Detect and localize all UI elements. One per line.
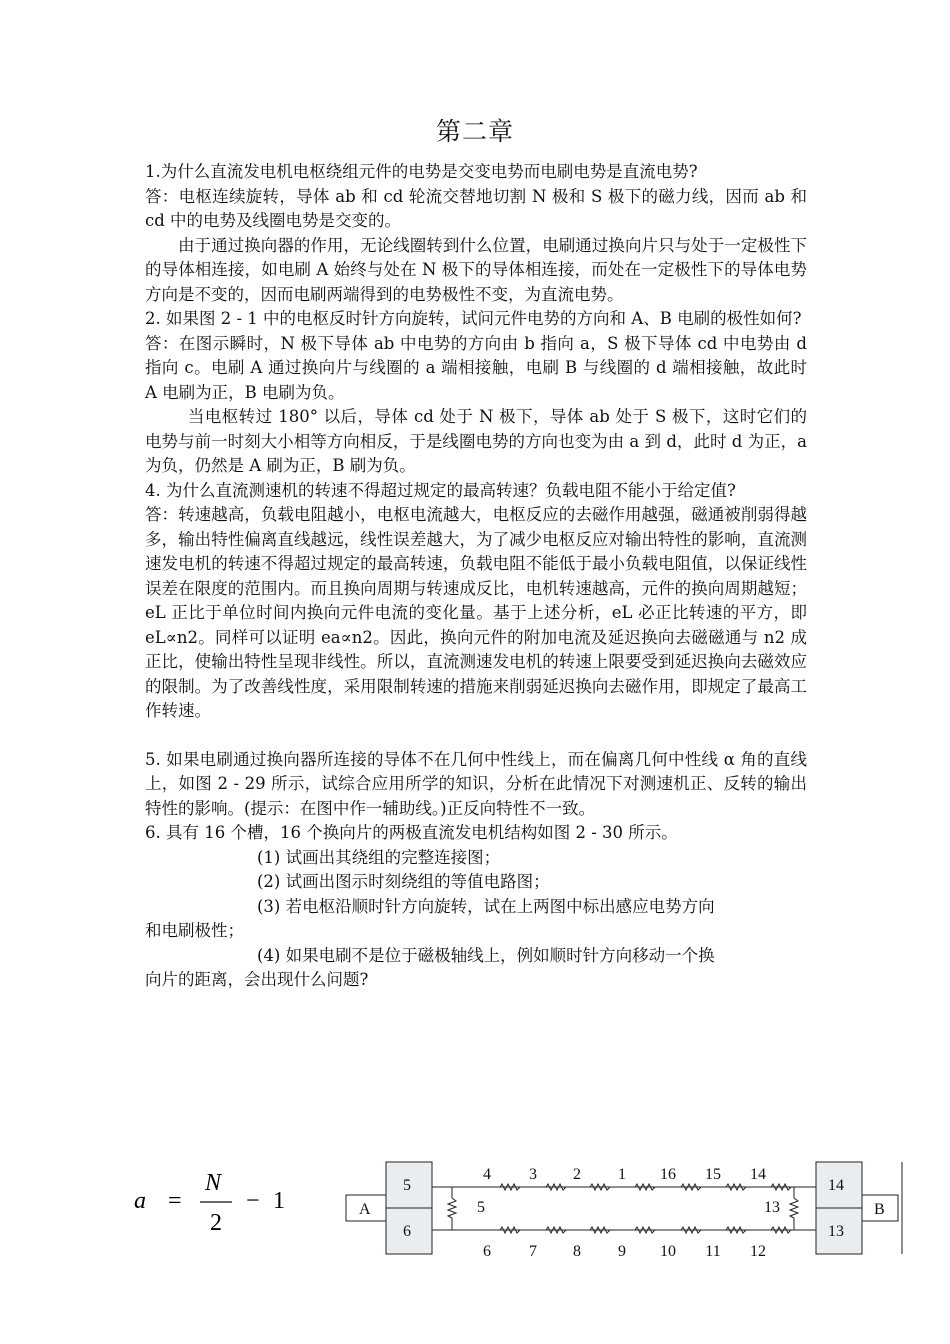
answer-2-part-1: 答：在图示瞬时，N 极下导体 ab 中电势的方向由 b 指向 a，S 极下导体 cd 中电势由 d 指向 c。电刷 A 通过换向片与线圈的 a 端相接触，电刷 B 与线圈的 d 端相接触，故此时 A 电刷为正，B 电刷为负。 xyxy=(145,333,807,402)
question-6-item-3: (3) 若电枢沿顺时针方向旋转，试在上两图中标出感应电势方向 xyxy=(257,896,715,916)
right-top-segment-label: 14 xyxy=(828,1177,844,1194)
right-bottom-segment-label: 13 xyxy=(828,1223,844,1240)
formula-numerator: N xyxy=(205,1170,222,1196)
winding-circuit-diagram xyxy=(340,1158,910,1258)
top-coil-label: 4 xyxy=(483,1166,491,1183)
question-6-item-2: (2) 试画出图示时刻绕组的等值电路图； xyxy=(257,872,550,891)
top-coil-label: 14 xyxy=(750,1166,766,1183)
paragraph-gap xyxy=(145,724,807,748)
left-bottom-segment-label: 6 xyxy=(403,1223,411,1240)
question-6-item-4-cont: 向片的距离，会出现什么问题? xyxy=(145,970,369,989)
question-6-item-1: (1) 试画出其绕组的完整连接图； xyxy=(257,847,501,867)
bottom-coil-label: 6 xyxy=(483,1243,491,1258)
brush-a-label: A xyxy=(359,1201,371,1218)
bottom-coil-label: 9 xyxy=(618,1243,626,1258)
answer-2-part-2: 当电枢转过 180° 以后，导体 cd 处于 N 极下，导体 ab 处于 S 极下，这时它们的电势与前一时刻大小相等方向相反，于是线圈电势的方向也变为由 a 到 d，此时 d 为正，a 为负，仍然是 A 刷为正，B 刷为负。 xyxy=(145,407,807,475)
top-coil-label: 16 xyxy=(660,1166,676,1183)
left-top-segment-label: 5 xyxy=(403,1177,411,1194)
bottom-coil-label: 7 xyxy=(529,1243,537,1258)
top-coil-label: 15 xyxy=(705,1166,721,1183)
formula-constant: 1 xyxy=(273,1188,285,1214)
right-shunt-label: 13 xyxy=(764,1199,780,1216)
bottom-coil-label: 11 xyxy=(705,1243,721,1258)
page-title: 第二章 xyxy=(435,117,514,146)
question-2: 2. 如果图 2 - 1 中的电枢反时针方向旋转，试问元件电势的方向和 A、B 电刷的极性如何? xyxy=(145,309,802,328)
question-6: 6. 具有 16 个槽，16 个换向片的两极直流发电机结构如图 2 - 30 所示。 xyxy=(145,823,678,842)
formula-minus: − xyxy=(246,1188,260,1214)
left-shunt-resistor xyxy=(448,1198,456,1218)
answer-4: 答：转速越高，负载电阻越小，电枢电流越大，电枢反应的去磁作用越强，磁通被削弱得越多，输出特性偏离直线越远，线性误差越大，为了减少电枢反应对输出特性的影响，直流测速发电机的转速不得超过规定的最高转速，负载电阻不能低于最小负载电阻值，以保证线性误差在限度的范围内。而且换向周期与转速成反比，电机转速越高，元件的换向周期越短；eL 正比于单位时间内换向元件电流的变化量。基于上述分析，eL 必正比转速的平方，即 eL∝n2。同样可以证明 ea∝n2。因此，换向元件的附加电流及延迟换向去磁磁通与 n2 成正比，使输出特性呈现非线性。所以，直流测速发电机的转速上限要受到延迟换向去磁效应的限制。为了改善线性度，采用限制转速的措施来削弱延迟换向去磁作用，即规定了最高工作转速。 xyxy=(145,505,807,720)
left-shunt-label: 5 xyxy=(477,1199,485,1216)
top-coil-label: 3 xyxy=(529,1166,537,1183)
right-shunt-resistor xyxy=(790,1198,798,1218)
brush-b-label: B xyxy=(874,1201,885,1218)
question-6-item-3-cont: 和电刷极性； xyxy=(145,921,244,940)
bottom-coil-label: 12 xyxy=(750,1243,766,1258)
formula-equals: = xyxy=(168,1188,182,1214)
answer-1-part-2: 由于通过换向器的作用，无论线圈转到什么位置，电刷通过换向片只与处于一定极性下的导体相连接，如电刷 A 始终与处在 N 极下的导体相连接，而处在一定极性下的导体电势方向是不变的，因而电刷两端得到的电势极性不变，为直流电势。 xyxy=(145,235,807,304)
parallel-branches-formula xyxy=(132,1168,312,1238)
question-4: 4. 为什么直流测速机的转速不得超过规定的最高转速？负载电阻不能小于给定值? xyxy=(145,480,736,500)
answer-1-part-1: 答：电枢连续旋转，导体 ab 和 cd 轮流交替地切割 N 极和 S 极下的磁力线，因而 ab 和 cd 中的电势及线圈电势是交变的。 xyxy=(145,186,807,230)
question-1: 1.为什么直流发电机电枢绕组元件的电势是交变电势而电刷电势是直流电势? xyxy=(145,162,698,181)
top-coil-label: 2 xyxy=(573,1166,581,1183)
question-5: 5. 如果电刷通过换向器所连接的导体不在几何中性线上，而在偏离几何中性线 α 角的直线上，如图 2 - 29 所示，试综合应用所学的知识，分析在此情况下对测速机正、反转的输出特性的影响。(提示：在图中作一辅助线。)正反向特性不一致。 xyxy=(145,749,807,818)
document-body xyxy=(145,160,807,993)
formula-denominator: 2 xyxy=(210,1210,222,1236)
bottom-coil-label: 8 xyxy=(573,1243,581,1258)
top-coil-label: 1 xyxy=(618,1166,626,1183)
formula-lhs: a xyxy=(134,1188,146,1214)
bottom-coil-label: 10 xyxy=(660,1243,676,1258)
question-6-item-4: (4) 如果电刷不是位于磁极轴线上，例如顺时针方向移动一个换 xyxy=(257,945,715,965)
